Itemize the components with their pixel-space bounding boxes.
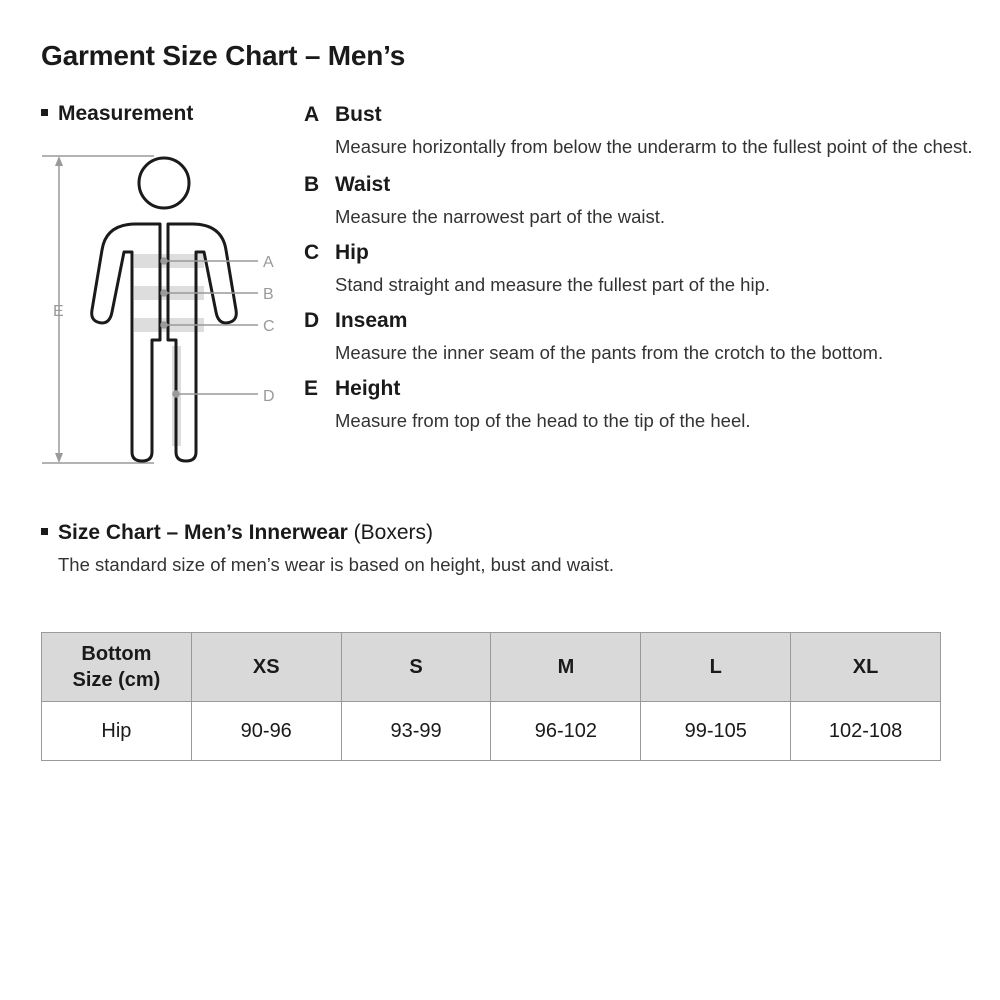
- size-chart-heading-text: Size Chart – Men’s Innerwear: [58, 521, 348, 544]
- measurement-item-inseam: [304, 308, 984, 366]
- bullet-square-icon: [41, 528, 48, 535]
- measurement-item-bust: [304, 102, 984, 160]
- measurement-letter: E: [304, 377, 319, 400]
- size-table-corner-header: [42, 633, 192, 702]
- table-cell: 93-99: [341, 702, 491, 761]
- figure-label-c: C: [263, 318, 275, 335]
- measurement-description: Measure from top of the head to the tip of the heel.: [335, 410, 751, 431]
- measurement-heading: [41, 102, 193, 126]
- size-header-m: M: [491, 633, 641, 702]
- size-table-header-row: [42, 633, 941, 702]
- measurement-item-title: [304, 102, 984, 128]
- table-cell: 102-108: [791, 702, 941, 761]
- measurement-description: Stand straight and measure the fullest part of the hip.: [335, 274, 771, 295]
- table-cell: 99-105: [641, 702, 791, 761]
- measurement-item-title: [304, 172, 984, 198]
- measurement-name: Hip: [335, 241, 369, 264]
- measurement-item-title: [304, 376, 984, 402]
- measurement-name: Bust: [335, 103, 382, 126]
- body-measurement-figure: [36, 150, 296, 470]
- measurement-item-title: [304, 240, 984, 266]
- measurement-heading-text: Measurement: [58, 102, 194, 125]
- row-label-hip: Hip: [42, 702, 192, 761]
- size-header-xl: XL: [791, 633, 941, 702]
- size-table: [41, 632, 941, 761]
- size-chart-heading: [41, 521, 433, 545]
- size-chart-heading-qualifier: (Boxers): [353, 521, 434, 544]
- size-chart-description: The standard size of men’s wear is based on height, bust and waist.: [58, 554, 615, 575]
- size-header-s: S: [341, 633, 491, 702]
- measurement-letter: A: [304, 103, 320, 126]
- figure-label-d: D: [263, 388, 275, 405]
- measurement-definitions: [304, 102, 984, 434]
- measurement-letter: D: [304, 309, 320, 332]
- measurement-description: Measure horizontally from below the underarm to the fullest point of the chest.: [335, 136, 973, 157]
- size-header-xs: XS: [191, 633, 341, 702]
- page-title: Garment Size Chart – Men’s: [41, 40, 406, 71]
- measurement-description: Measure the narrowest part of the waist.: [335, 206, 666, 227]
- measurement-letter: C: [304, 241, 320, 264]
- size-header-l: L: [641, 633, 791, 702]
- measurement-name: Inseam: [335, 309, 408, 332]
- table-cell: 90-96: [191, 702, 341, 761]
- measurement-item-title: [304, 308, 984, 334]
- measurement-name: Height: [335, 377, 401, 400]
- measurement-item-waist: [304, 172, 984, 230]
- measurement-description: Measure the inner seam of the pants from the crotch to the bottom.: [335, 342, 884, 363]
- figure-label-b: B: [263, 286, 274, 303]
- measurement-name: Waist: [335, 173, 391, 196]
- bullet-square-icon: [41, 109, 48, 116]
- measurement-item-hip: [304, 240, 984, 298]
- corner-header-line2: Size (cm): [72, 669, 161, 691]
- measurement-item-height: [304, 376, 984, 434]
- table-row: [42, 702, 941, 761]
- figure-label-a: A: [263, 254, 274, 271]
- table-cell: 96-102: [491, 702, 641, 761]
- figure-label-e: E: [53, 303, 64, 320]
- body-outline: [92, 158, 237, 461]
- corner-header-line1: Bottom: [81, 643, 152, 665]
- measurement-letter: B: [304, 173, 320, 196]
